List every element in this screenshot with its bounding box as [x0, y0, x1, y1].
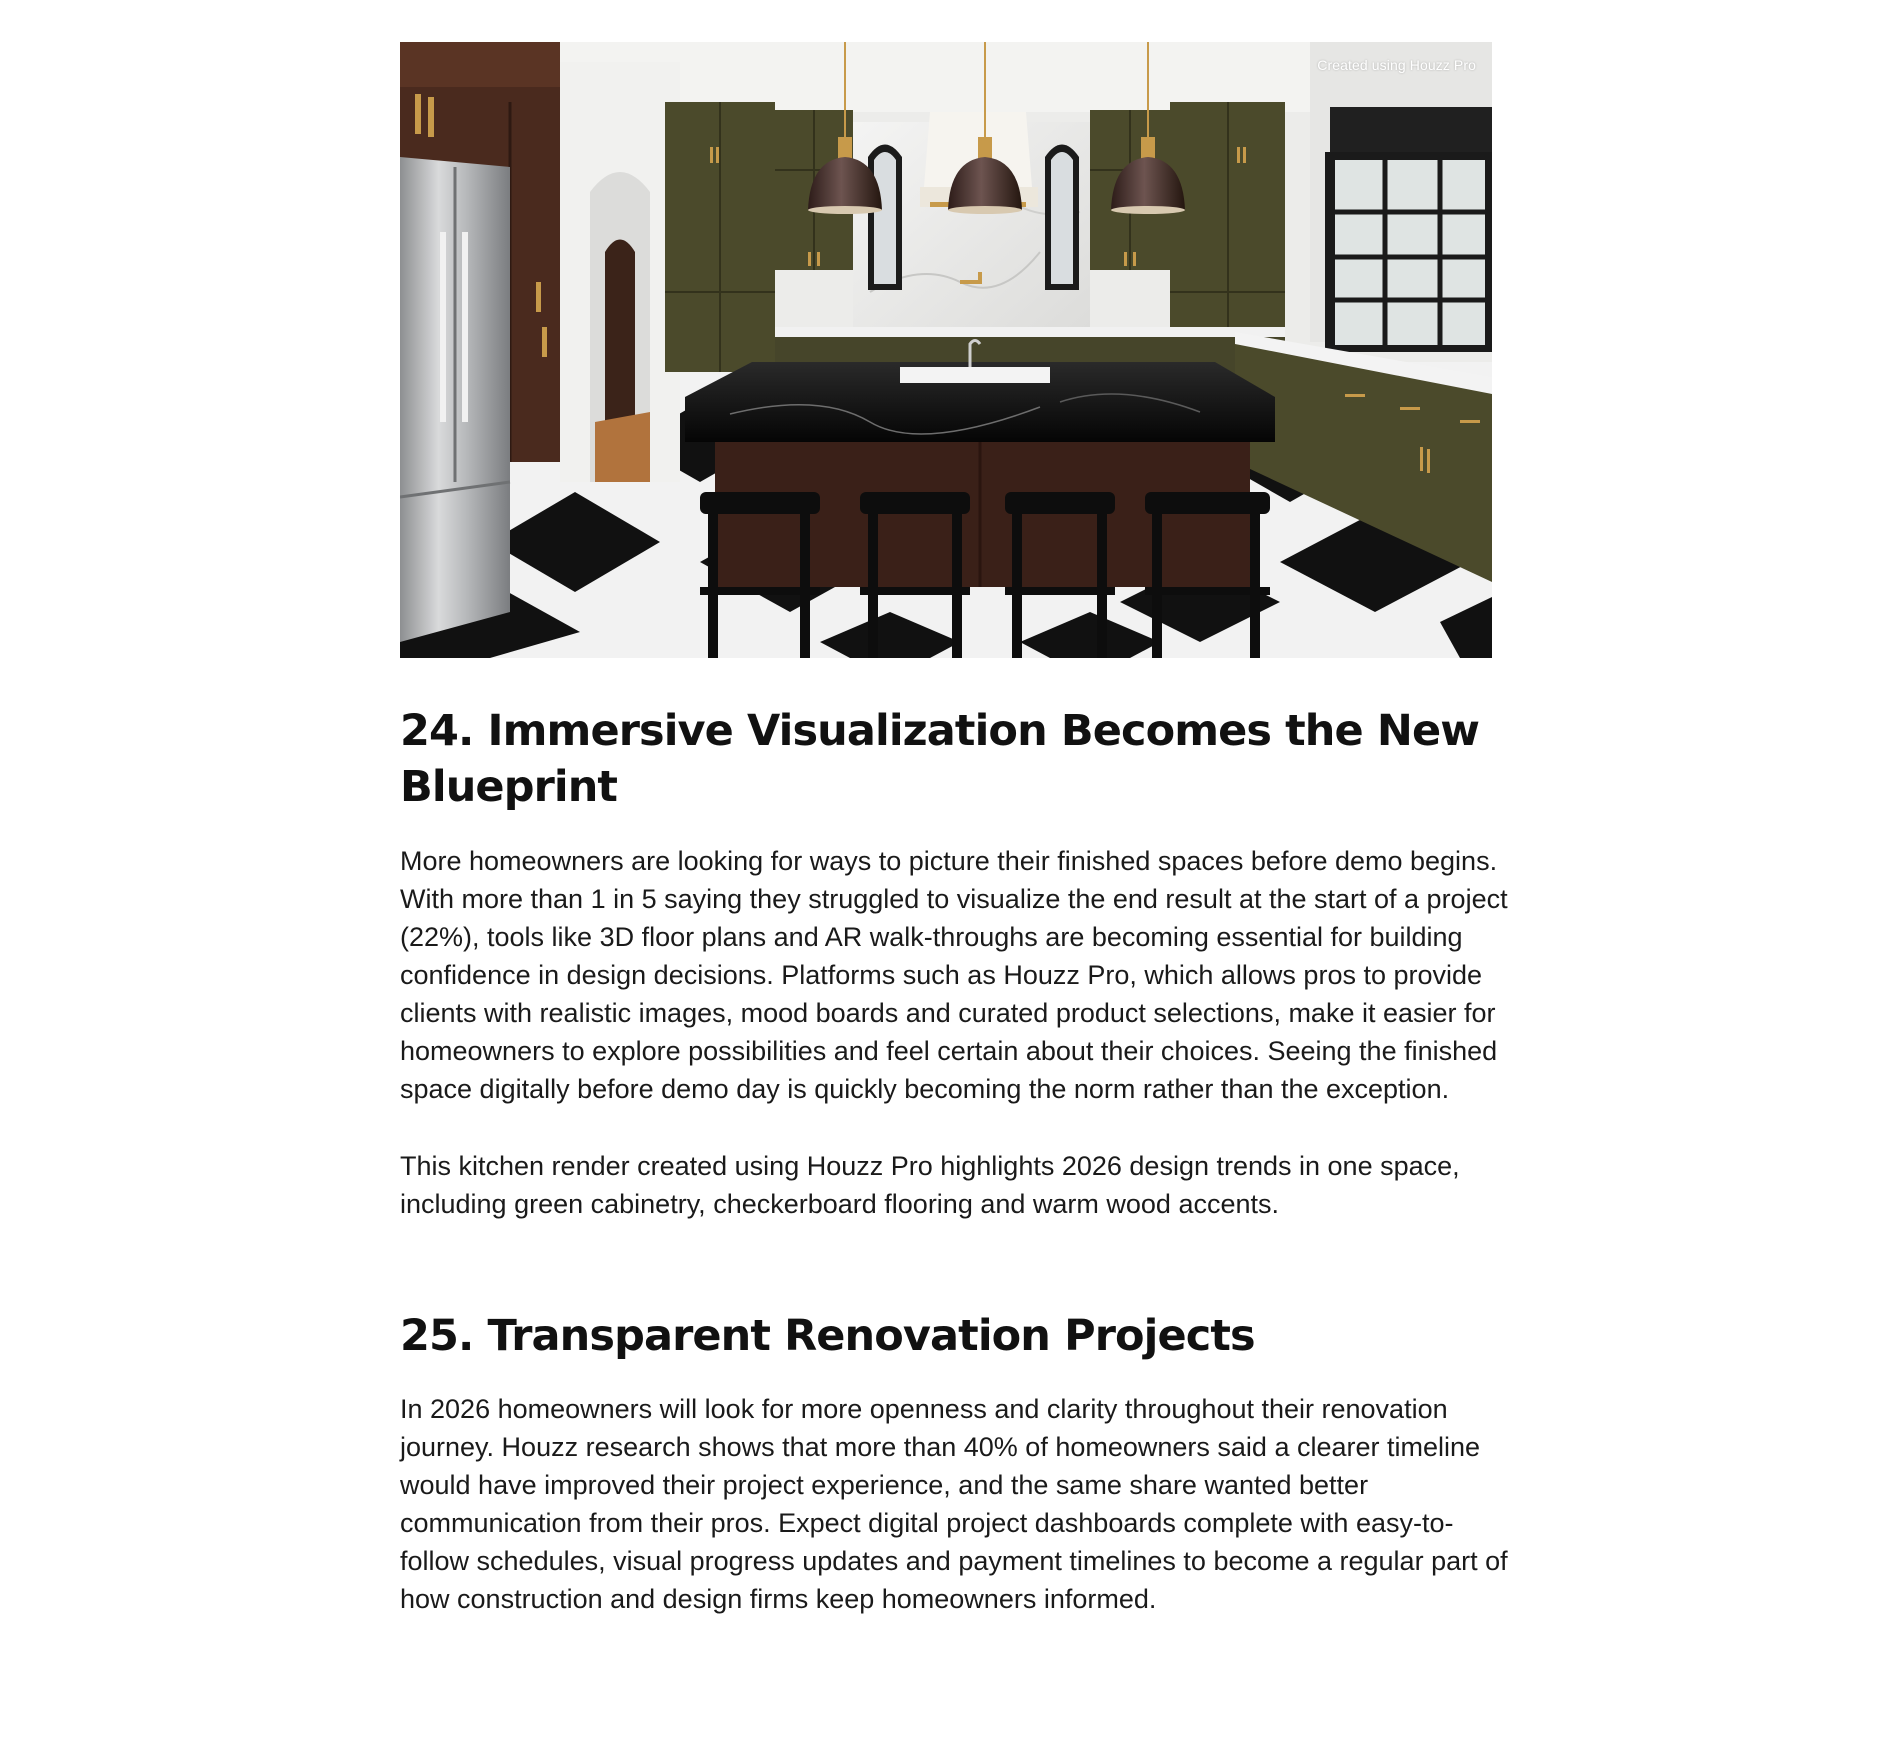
section-25-heading: 25. Transparent Renovation Projects [400, 1311, 1255, 1361]
section-25-paragraph-1: In 2026 homeowners will look for more openness and clarity throughout their renovation journey. Houzz research shows that more than 40% of homeowners said a clearer timeline would have improved their project experience, and the same share wanted better communication from their pros. Expect digital project dashboards complete with easy-to-follow schedules, visual progress updates and payment timelines to become a regular part of how construction and design firms keep homeowners informed. [400, 1394, 1508, 1614]
section-24-paragraph-1: More homeowners are looking for ways to picture their finished spaces before demo begins. With more than 1 in 5 saying they struggled to visualize the end result at the start of a project (22%), tools like 3D floor plans and AR walk-throughs are becoming essential for building confidence in design decisions. Platforms such as Houzz Pro, which allows pros to provide clients with realistic images, mood boards and curated product selections, make it easier for homeowners to explore possibilities and feel certain about their choices. Seeing the finished space digitally before demo day is quickly becoming the norm rather than the exception. [400, 846, 1508, 1104]
kitchen-render-image [400, 42, 1492, 658]
section-24-paragraph-2: This kitchen render created using Houzz Pro highlights 2026 design trends in one space, including green cabinetry, checkerboard flooring and warm wood accents. [400, 1151, 1460, 1219]
section-24-heading: 24. Immersive Visualization Becomes the New Blueprint [400, 706, 1480, 812]
kitchen-render-illustration [400, 42, 1492, 658]
image-watermark: Created using Houzz Pro [1317, 57, 1476, 73]
article [400, 42, 1510, 1618]
